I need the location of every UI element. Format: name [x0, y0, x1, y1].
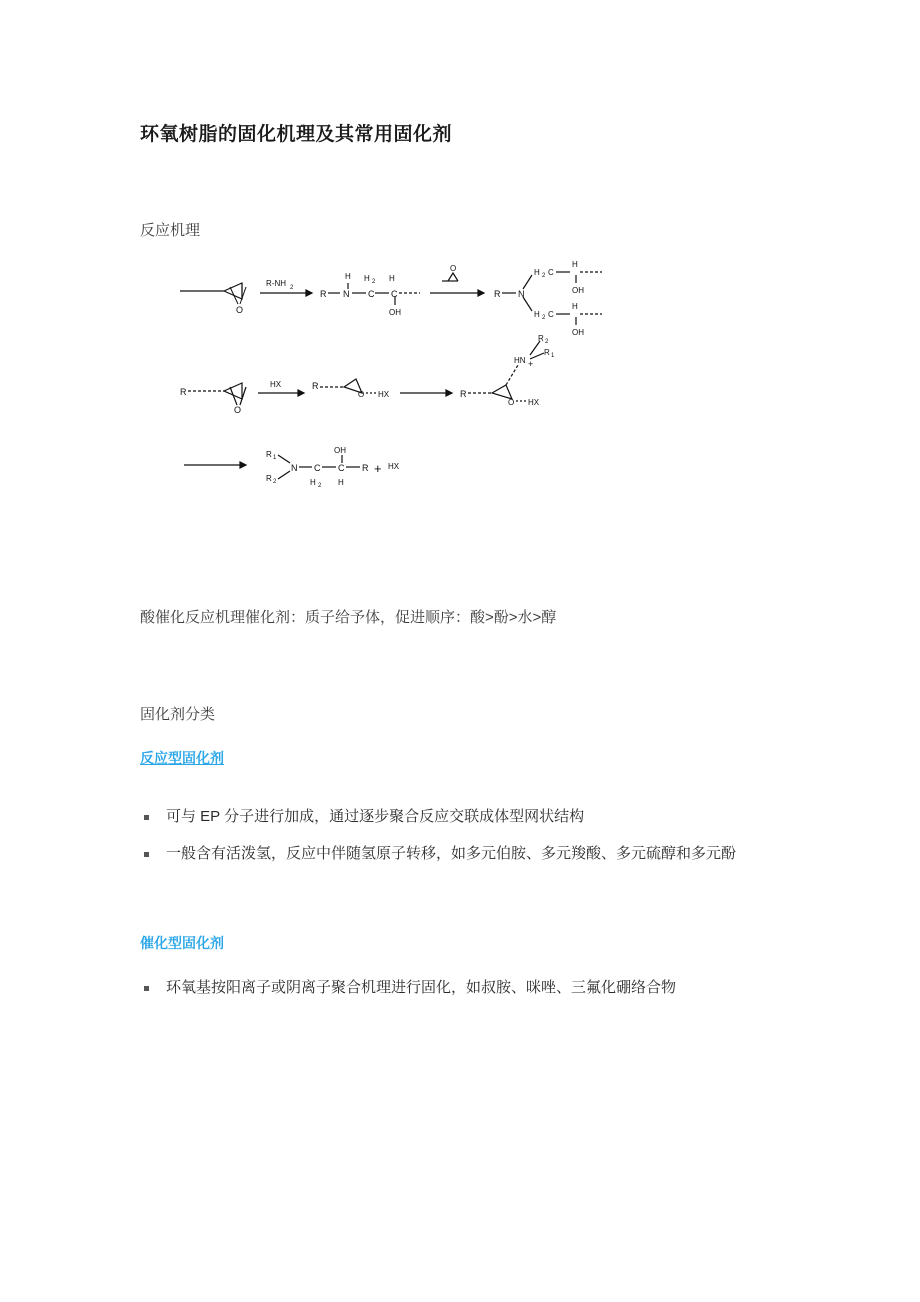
list-item: 一般含有活泼氢，反应中伴随氢原子转移，如多元伯胺、多元羧酸、多元硫醇和多元酚 [140, 838, 780, 870]
svg-text:H: H [534, 309, 540, 319]
svg-text:R: R [320, 288, 327, 299]
svg-text:C: C [391, 288, 398, 299]
svg-text:H: H [534, 267, 540, 277]
svg-text:R: R [544, 347, 550, 357]
svg-text:R: R [312, 380, 319, 391]
svg-text:N: N [518, 288, 525, 299]
svg-text:2: 2 [290, 284, 294, 291]
svg-text:C: C [338, 462, 345, 473]
svg-text:OH: OH [572, 285, 584, 295]
svg-text:HX: HX [378, 389, 390, 399]
svg-text:H: H [364, 273, 370, 283]
svg-text:OH: OH [572, 327, 584, 337]
svg-text:OH: OH [389, 307, 401, 317]
svg-text:C: C [548, 267, 554, 277]
svg-text:+: + [528, 358, 534, 369]
reaction-mechanism-figure [140, 261, 780, 526]
list-item: 环氧基按阳离子或阴离子聚合机理进行固化，如叔胺、咪唑、三氟化硼络合物 [140, 972, 780, 1004]
svg-text:H: H [389, 273, 395, 283]
section-heading-classification: 固化剂分类 [140, 705, 216, 723]
svg-text:H: H [345, 271, 351, 281]
reactive-bullet-list [140, 801, 780, 870]
svg-text:R: R [362, 462, 369, 473]
svg-text:R-NH: R-NH [266, 278, 286, 288]
page-title: 环氧树脂的固化机理及其常用固化剂 [140, 124, 453, 145]
svg-text:H: H [572, 301, 578, 311]
svg-text:O: O [358, 389, 365, 399]
figure-caption: 酸催化反应机理催化剂：质子给予体，促进顺序：酸>酚>水>醇 [140, 608, 557, 626]
svg-text:N: N [343, 288, 350, 299]
svg-text:2: 2 [542, 314, 546, 321]
svg-text:H: H [310, 477, 316, 487]
svg-text:HX: HX [270, 379, 282, 389]
svg-text:R: R [460, 388, 467, 399]
svg-text:C: C [368, 288, 375, 299]
svg-text:O: O [236, 304, 244, 315]
svg-text:1: 1 [273, 454, 277, 461]
svg-text:2: 2 [372, 278, 376, 285]
svg-text:OH: OH [334, 445, 346, 455]
svg-text:R: R [538, 333, 544, 343]
svg-text:HN: HN [514, 355, 526, 365]
svg-text:N: N [291, 462, 298, 473]
svg-text:1: 1 [551, 352, 555, 359]
svg-text:2: 2 [273, 478, 277, 485]
section-label-mechanism: 反应机理 [140, 221, 201, 239]
chemistry-diagram-svg [162, 261, 722, 521]
svg-text:2: 2 [542, 272, 546, 279]
catalytic-bullet-list [140, 972, 780, 1004]
svg-text:R: R [266, 449, 272, 459]
subheading-reactive-curing-agent[interactable]: 反应型固化剂 [140, 749, 224, 766]
svg-text:2: 2 [545, 338, 549, 345]
subheading-catalytic-curing-agent: 催化型固化剂 [140, 934, 224, 951]
svg-text:HX: HX [528, 397, 540, 407]
svg-text:H: H [338, 477, 344, 487]
svg-text:R: R [266, 473, 272, 483]
svg-text:O: O [450, 263, 457, 273]
svg-text:R: R [180, 386, 187, 397]
svg-text:R: R [494, 288, 501, 299]
svg-text:C: C [548, 309, 554, 319]
svg-text:HX: HX [388, 461, 400, 471]
svg-text:+: + [374, 460, 382, 476]
svg-text:O: O [234, 404, 242, 415]
svg-text:O: O [508, 397, 515, 407]
svg-text:2: 2 [318, 482, 322, 489]
list-item: 可与 EP 分子进行加成，通过逐步聚合反应交联成体型网状结构 [140, 801, 780, 833]
svg-text:H: H [572, 260, 578, 269]
svg-text:C: C [314, 462, 321, 473]
